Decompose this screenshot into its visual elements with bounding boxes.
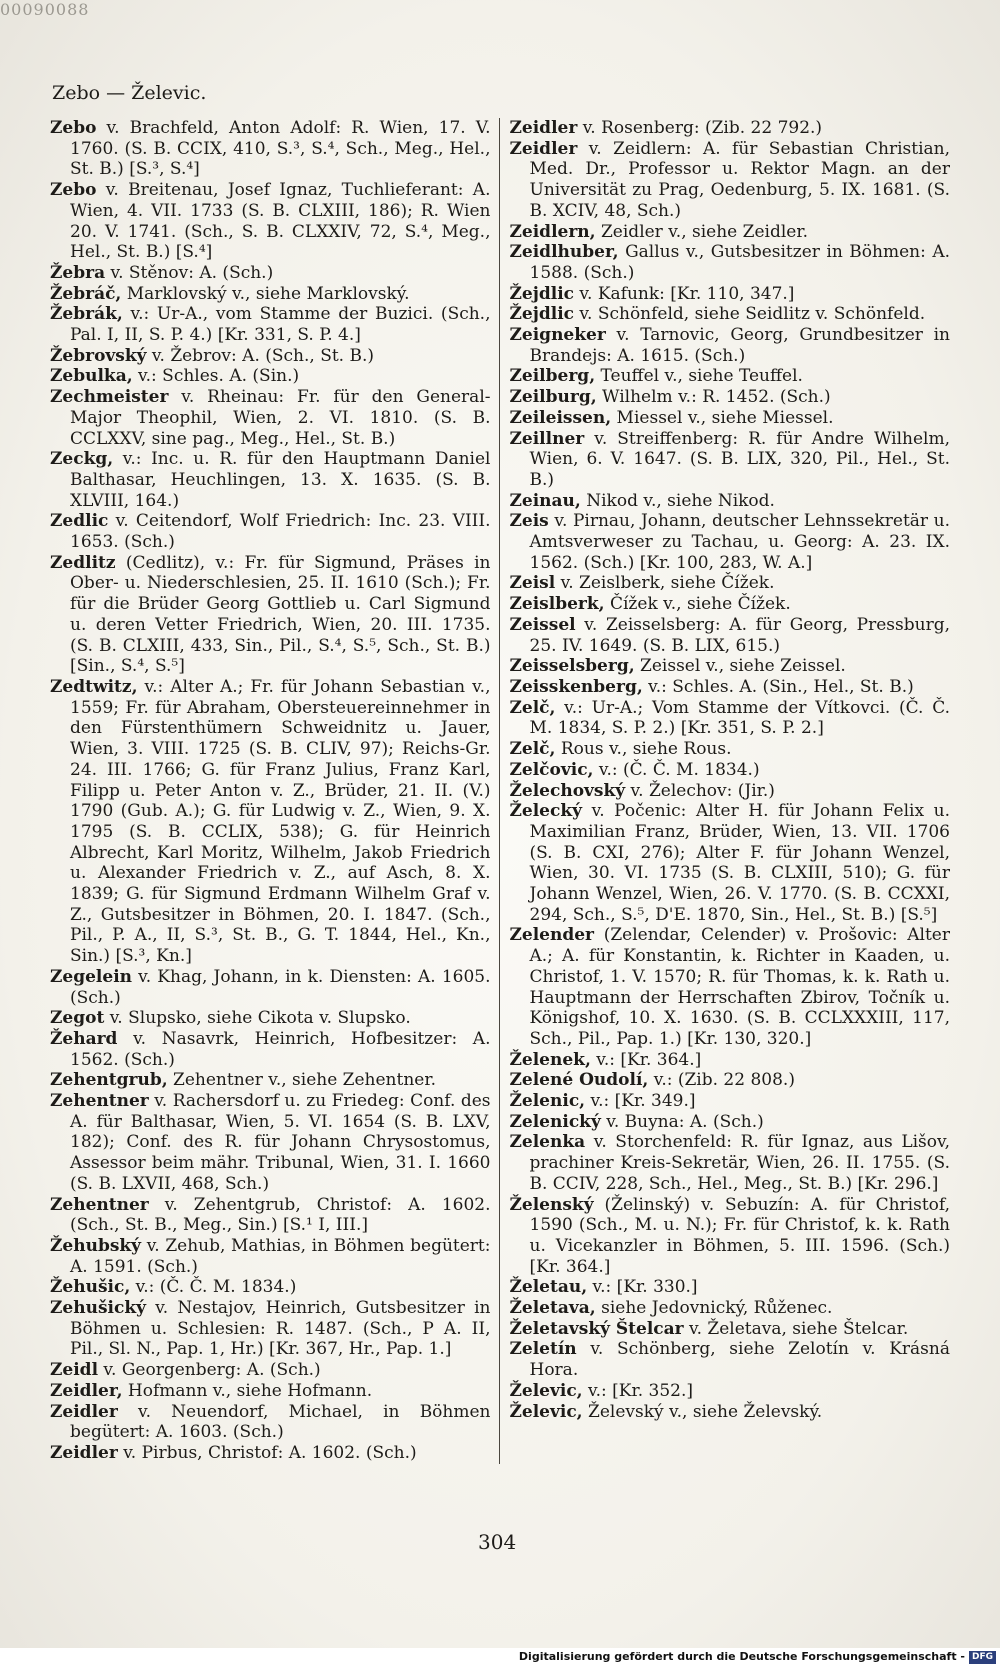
scan-id: 00090088 [0,0,90,19]
entry [50,366,491,387]
entry [510,594,951,615]
entry-headword: Želetava, [509,1298,596,1319]
entry [50,1443,491,1464]
entry-text: v. Ceitendorf, Wolf Friedrich: Inc. 23. VIII. 1653. (Sch.) [70,511,491,553]
entry [50,677,491,967]
entry-text: v. Zeisselsberg: A. für Georg, Pressburg, 25. IV. 1649. (S. B. LIX, 615.) [529,614,950,656]
entry-headword: Zegot [50,1008,105,1029]
entry [50,263,491,284]
entry [50,284,491,305]
entry-text: Zeissel v., siehe Zeissel. [634,656,846,677]
entry-headword: Zehentner [50,1091,149,1112]
entry-text: v. Khag, Johann, in k. Diensten: A. 1605. (Sch.) [70,966,491,1008]
entry-headword: Zelčovic, [509,759,594,780]
entry-headword: Žehušic, [50,1277,131,1298]
entry-text: v. Breitenau, Josef Ignaz, Tuchlieferant: A. Wien, 4. VII. 1733 (S. B. CLXIII, 186); R. Wien 20. V. 1741. (Sch., S. B. CLXXIV, 72, S.⁴, Meg., Hel., St. B.) [S.⁴] [70,180,491,263]
entry [510,1070,951,1091]
entry-text: v. Streiffenberg: R. für Andre Wilhelm, Wien, 6. V. 1647. (S. B. LIX, 320, Pil., Hel., St. B.) [529,428,950,490]
entry-headword: Zeidler [509,118,578,138]
entry-headword: Želenek, [509,1049,591,1070]
entry-headword: Zedlitz [50,552,116,573]
entry-text: v. Zehub, Mathias, in Böhmen begütert: A. 1591. (Sch.) [70,1235,491,1277]
entry-text: v.: (Č. Č. M. 1834.) [130,1277,297,1298]
entry-headword: Zeilberg, [509,366,596,387]
entry-headword: Zelenka [509,1132,586,1153]
entry-text: Zeidler v., siehe Zeidler. [595,221,809,242]
entry [50,449,491,511]
entry-headword: Žehubský [50,1235,142,1256]
entry-headword: Želechovský [509,780,626,801]
entry-headword: Zeillner [509,428,585,449]
entry-headword: Zeidl [50,1360,99,1381]
entry [50,304,491,345]
entry-text: v.: [Kr. 364.] [590,1049,702,1070]
entry [510,511,951,573]
entry [510,925,951,1049]
entry-text: v.: Ur-A.; Vom Stamme der Vítkovci. (Č. Č. M. 1834, S. P. 2.) [Kr. 351, S. P. 2.] [529,697,950,739]
entry [510,801,951,925]
entry [510,304,951,325]
entry-headword: Želetau, [509,1277,588,1298]
entry-text: v. Brachfeld, Anton Adolf: R. Wien, 17. V. 1760. (S. B. CCIX, 410, S.³, S.⁴, Sch., Meg., Hel., St. B.) [S.³, S.⁴] [70,118,491,180]
entry [510,656,951,677]
entry [50,1277,491,1298]
entry-headword: Zeinau, [509,490,581,511]
entry-headword: Želenic, [509,1091,586,1112]
entry-text: Nikod v., siehe Nikod. [580,490,775,511]
entry-text: v. Počenic: Alter H. für Johann Felix u. Maximilian Franz, Brüder, Wien, 13. VII. 1706 (S. B. CXI, 276); Alter F. für Johann Wenzel, Wien, 30. VI. 1735 (S. B. CLXIII, 510); G. für Johann Wenzel, Wien, 26. V. 1770. (S. B. CCXXI, 294, Sch., S.⁵, D'E. 1870, Sin., Hel., St. B.) [S.⁵] [529,801,950,925]
entry-text: v. Rosenberg: (Zib. 22 792.) [577,118,823,138]
entry-text: v.: Schles. A. (Sin., Hel., St. B.) [642,676,914,697]
entry [50,1091,491,1195]
entry [50,1381,491,1402]
entry-headword: Zechmeister [50,387,169,408]
entry-text: v. Rachersdorf u. zu Friedeg: Conf. des A. für Balthasar, Wien, 5. VI. 1654 (S. B. LXV, 182); Conf. des R. für Johann Chrysostomus, Assessor beim mähr. Tribunal, Wien, 31. I. 1660 (S. B. LXVII, 468, Sch.) [70,1091,491,1194]
entry-text: v. Zeidlern: A. für Sebastian Christian, Med. Dr., Professor u. Rektor Magn. an der Universität zu Prag, Oedenburg, 5. IX. 1681. (S. B. XCIV, 48, Sch.) [529,138,950,221]
entry-headword: Zebulka, [50,366,133,387]
entry [510,760,951,781]
entry-text: v. Kafunk: [Kr. 110, 347.] [574,283,795,304]
entry-text: Želevský v., siehe Želevský. [582,1401,823,1422]
entry [50,1070,491,1091]
entry-text: v. Neuendorf, Michael, in Böhmen begütert: A. 1603. (Sch.) [70,1401,491,1443]
entry-headword: Žehard [50,1028,118,1049]
entry-text: v. Zeislberk, siehe Čížek. [555,573,775,594]
entry-text: Zehentner v., siehe Zehentner. [167,1070,436,1091]
running-head: Zebo — Želevic. [52,82,207,104]
entry [510,284,951,305]
entry-headword: Žebrák, [50,304,123,325]
entry-headword: Zeisselsberg, [509,656,635,677]
entry [510,1050,951,1071]
entry [510,1319,951,1340]
dictionary-columns [50,118,950,1464]
entry-text: v. Nasavrk, Heinrich, Hofbesitzer: A. 1562. (Sch.) [70,1028,491,1070]
entry-text: v.: Alter A.; Fr. für Johann Sebastian v., 1559; Fr. für Abraham, Obersteuereinnehmer in den Fürstenthümern Schweidnitz u. Jauer, Wien, 3. VIII. 1725 (S. B. CLIV, 97); Reichs-Gr. 24. III. 1766; G. für Franz Julius, Franz Karl, Filipp u. Peter Anton v. Z., Brüder, 21. II. (V.) 1790 (Gub. A.); G. für Ludwig v. Z., Wien, 9. X. 1795 (S. B. CCLIX, 538); G. für Heinrich Albrecht, Karl Moritz, Wilhelm, Jakob Friedrich u. Alexander Friedrich v. Z., auf Asch, 8. X. 1839; G. für Sigmund Erdmann Wilhelm Graf v. Z., Gutsbesitzer in Böhmen, 20. I. 1847. (Sch., Pil., P. A., II, S.³, St. B., G. T. 1844, Hel., Kn., Sin.) [S.³, Kn.] [70,676,491,967]
entry [510,429,951,491]
entry-headword: Žejdlic [509,283,575,304]
entry [510,1339,951,1380]
entry [510,1277,951,1298]
entry [50,346,491,367]
entry [510,573,951,594]
entry-headword: Želecký [509,801,583,822]
entry-text: v.: Schles. A. (Sin.) [132,366,300,387]
entry-text: (Želinský) v. Sebuzín: A. für Christof, 1590 (Sch., M. u. N.); Fr. für Christof, k. k. Rath u. Vicekanzler in Böhmen, 5. III. 1596. (Sch.) [Kr. 364.] [529,1194,950,1277]
entry-text: v.: (Zib. 22 808.) [648,1070,795,1091]
entry [510,1402,951,1423]
entry-text: v. Slupsko, siehe Cikota v. Slupsko. [104,1008,411,1029]
entry-text: v. Storchenfeld: R. für Ignaz, aus Lišov, prachiner Kreis-Sekretär, Wien, 26. II. 1755. (S. B. CCIV, 228, Sch., Hel., Meg., St. B.) [Kr. 296.] [529,1132,950,1194]
entry-headword: Zedlic [50,511,109,532]
entry-headword: Želenský [509,1194,594,1215]
entry-headword: Želevic, [509,1401,583,1422]
entry-headword: Zehentgrub, [50,1070,168,1091]
entry-headword: Želevic, [509,1380,583,1401]
entry [510,1112,951,1133]
footer [0,1648,1000,1666]
entry [510,366,951,387]
entry-headword: Zeidler [509,138,578,159]
entry-headword: Zedtwitz, [50,676,138,697]
entry-text: Rous v., siehe Rous. [555,739,732,760]
entry [50,1008,491,1029]
entry-text: v. Buyna: A. (Sch.) [600,1111,764,1132]
entry-headword: Zeislberk, [509,594,605,615]
right-column [500,118,951,1464]
entry [510,698,951,739]
entry-text: (Cedlitz), v.: Fr. für Sigmund, Präses in Ober- u. Niederschlesien, 25. II. 1610 (Sch.); Fr. für die Brüder Georg Gottlieb u. Carl Sigmund u. deren Vetter Friedrich, Wien, 20. III. 1735. (S. B. CLXIII, 433, Sin., Pil., S.⁴, S.⁵, Sch., St. B.) [Sin., S.⁴, S.⁵] [70,552,491,677]
entry-headword: Zegelein [50,966,133,987]
footer-credit: Digitalisierung gefördert durch die Deutsche Forschungsgemeinschaft - [518,1650,965,1663]
entry-text: v.: (Č. Č. M. 1834.) [593,759,760,780]
entry-headword: Želetavský Štelcar [509,1318,684,1339]
entry [50,1298,491,1360]
entry-text: Teuffel v., siehe Teuffel. [595,366,803,387]
entry-text: siehe Jedovnický, Růženec. [595,1298,833,1319]
entry-headword: Žebra [50,262,106,283]
entry-text: v. Schönberg, siehe Zelotín v. Krásná Hora. [529,1339,950,1381]
entry [50,553,491,677]
entry-text: v. Žebrov: A. (Sch., St. B.) [146,345,375,366]
entry-headword: Zelč, [509,697,556,718]
entry-headword: Zeletín [509,1339,577,1360]
entry [510,615,951,656]
entry [510,242,951,283]
entry [510,739,951,760]
entry-text: v. Rheinau: Fr. für den General-Major Theophil, Wien, 2. VI. 1810. (S. B. CCLXXV, sine pag., Meg., Hel., St. B.) [70,387,491,449]
entry-headword: Zeigneker [509,325,606,346]
entry [510,408,951,429]
entry-text: Čížek v., siehe Čížek. [604,594,791,615]
entry-text: Marklovský v., siehe Marklovský. [121,283,410,304]
entry-text: v. Stěnov: A. (Sch.) [105,262,274,283]
entry [510,118,951,139]
entry-headword: Zelč, [509,739,556,760]
entry-text: v. Nestajov, Heinrich, Gutsbesitzer in Böhmen u. Schlesien: R. 1487. (Sch., P A. II, Pil., Sl. N., Pap. 1, Hr.) [Kr. 367, Hr., Pap. 1.] [70,1298,491,1360]
entry-headword: Zeidler [50,1443,118,1463]
entry-text: v. Schönfeld, siehe Seidlitz v. Schönfeld. [574,304,926,325]
left-column [50,118,500,1464]
entry [50,1402,491,1443]
entry-headword: Zeissel [509,614,576,635]
entry [50,967,491,1008]
dfg-logo: DFG [969,1651,996,1664]
entry-headword: Zeilburg, [509,387,597,408]
entry-text: v.: [Kr. 349.] [585,1091,696,1112]
entry-headword: Zehentner [50,1194,149,1215]
entry [50,1236,491,1277]
entry [510,1091,951,1112]
entry-headword: Žebrovský [50,345,147,366]
entry [50,1029,491,1070]
entry-headword: Zeisskenberg, [509,676,643,697]
entry-text: v.: [Kr. 330.] [587,1277,698,1298]
entry-text: v. Tarnovic, Georg, Grundbesitzer in Brandejs: A. 1615. (Sch.) [529,325,950,366]
entry [510,1381,951,1402]
entry-text: v.: [Kr. 352.] [582,1380,694,1401]
entry [510,139,951,222]
entry-headword: Zeisl [509,573,556,594]
entry [50,1360,491,1381]
entry-headword: Zeckg, [50,449,114,470]
entry-headword: Zeileissen, [509,407,612,428]
entry-text: Hofmann v., siehe Hofmann. [122,1380,373,1401]
entry-text: v. Zehentgrub, Christof: A. 1602. (Sch., St. B., Meg., Sin.) [S.¹ I, III.] [70,1194,491,1236]
entry [50,118,491,180]
entry-headword: Zehušický [50,1298,146,1319]
entry [510,781,951,802]
entry-headword: Žejdlic [509,304,575,325]
entry-text: v.: Ur-A., vom Stamme der Buzici. (Sch., Pal. I, II, S. P. 4.) [Kr. 331, S. P. 4.] [70,304,491,346]
entry-headword: Žebráč, [50,283,122,304]
page-number: 304 [478,1530,517,1554]
entry-headword: Zebo [50,118,97,138]
entry [50,1195,491,1236]
entry [50,180,491,263]
entry-text: (Zelendar, Celender) v. Prošovic: Alter A.; A. für Konstantin, k. Richter in Kaaden, u. Christof, 1. V. 1570; R. für Thomas, k. k. Rath u. Hauptmann der Herrschaften Zbirov, Točník u. Königshof, 10. X. 1630. (S. B. CCLXXXIII, 117, Sch., Pil., Pap. 1.) [Kr. 130, 320.] [529,925,950,1049]
entry-headword: Zelenický [509,1111,601,1132]
entry-headword: Zeidler [50,1401,118,1422]
entry [510,222,951,243]
entry-headword: Zeidlhuber, [509,242,619,263]
entry [50,387,491,449]
entry [50,511,491,552]
entry-text: Miessel v., siehe Miessel. [611,407,834,428]
entry-text: v. Pirnau, Johann, deutscher Lehnssekretär u. Amtsverweser zu Tachau, u. Georg: A. 23. IX. 1562. (Sch.) [Kr. 100, 283, W. A.] [529,511,950,573]
entry [510,491,951,512]
entry [510,1298,951,1319]
entry-text: v. Želechov: (Jir.) [625,780,775,801]
entry-headword: Zelené Oudolí, [509,1070,649,1091]
entry-headword: Zeidler, [50,1380,123,1401]
entry-text: v. Georgenberg: A. (Sch.) [98,1360,321,1381]
entry [510,1195,951,1278]
entry-text: Gallus v., Gutsbesitzer in Böhmen: A. 1588. (Sch.) [529,242,950,283]
entry-headword: Zeis [509,511,549,532]
entry [510,1132,951,1194]
entry-headword: Zebo [50,180,97,201]
entry-headword: Zeidlern, [509,221,596,242]
entry-text: Wilhelm v.: R. 1452. (Sch.) [596,387,831,408]
entry-text: v.: Inc. u. R. für den Hauptmann Daniel Balthasar, Heuchlingen, 13. X. 1635. (S. B. XLVIII, 164.) [70,449,491,511]
entry-headword: Zelender [509,925,595,946]
entry-text: v. Želetava, siehe Štelcar. [683,1318,909,1339]
entry-text: v. Pirbus, Christof: A. 1602. (Sch.) [117,1443,417,1463]
entry [510,325,951,366]
entry [510,677,951,698]
entry [510,387,951,408]
